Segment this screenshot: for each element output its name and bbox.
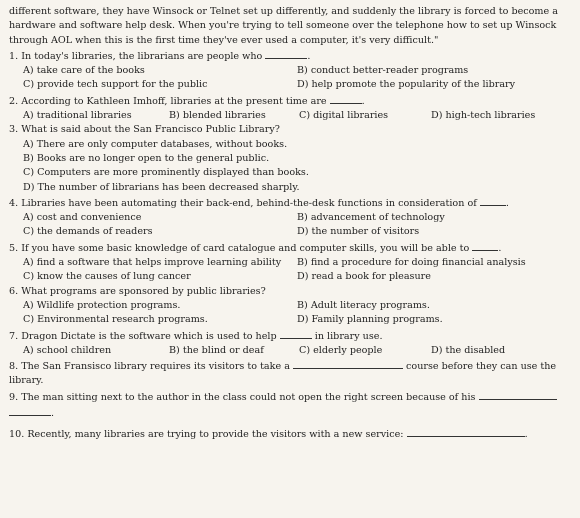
answer-blank[interactable] bbox=[280, 328, 312, 339]
option-c[interactable]: C) elderly people bbox=[299, 344, 383, 356]
option-row bbox=[9, 270, 571, 284]
option-row bbox=[9, 299, 571, 313]
option-b[interactable]: B) conduct better-reader programs bbox=[297, 65, 469, 77]
passage-line: hardware and software help desk. When you're trying to tell someone over the telephone how to set up Winsock bbox=[9, 20, 557, 32]
question-number: 6. bbox=[9, 285, 19, 297]
question-6 bbox=[9, 285, 571, 328]
option-b[interactable]: B) Adult literacy programs. bbox=[297, 299, 430, 311]
option-row bbox=[9, 313, 571, 327]
option-d[interactable]: D) the number of visitors bbox=[297, 226, 420, 238]
question-stem: What programs are sponsored by public libraries? bbox=[21, 285, 266, 297]
option-a[interactable]: A) traditional libraries bbox=[23, 110, 132, 122]
answer-blank[interactable] bbox=[480, 195, 506, 206]
option-b[interactable]: B) Books are no longer open to the general public. bbox=[23, 152, 270, 164]
option-a[interactable]: A) There are only computer databases, without books. bbox=[23, 138, 288, 150]
question-9: 9. The man sitting next to the author in the class could not open the right screen because of his . bbox=[9, 389, 571, 422]
option-row bbox=[9, 225, 571, 239]
option-b[interactable]: B) find a procedure for doing financial analysis bbox=[297, 257, 526, 269]
answer-blank[interactable] bbox=[293, 358, 403, 369]
answer-blank[interactable] bbox=[330, 93, 362, 104]
option-c[interactable]: C) know the causes of lung cancer bbox=[23, 271, 191, 283]
passage-excerpt bbox=[9, 5, 571, 48]
answer-blank[interactable] bbox=[265, 48, 307, 59]
option-row bbox=[9, 64, 571, 78]
option-c[interactable]: C) Environmental research programs. bbox=[23, 314, 208, 326]
question-number: 7. bbox=[9, 330, 19, 342]
option-row bbox=[9, 109, 571, 123]
option-row bbox=[9, 211, 571, 225]
question-8: 8. The San Fransisco library requires its visitors to take a course before they can use the library. bbox=[9, 358, 571, 389]
question-stem: The San Fransisco library requires its visitors to take a bbox=[21, 361, 290, 373]
question-number: 5. bbox=[9, 242, 19, 254]
question-number: 10. bbox=[9, 429, 25, 441]
option-a[interactable]: A) Wildlife protection programs. bbox=[23, 299, 181, 311]
question-1: 1. In today's libraries, the librarians are people who . A) take care of the books B) conduct better-reader programs C) provide tech support for the public D) help promote the popularity of the library bbox=[9, 48, 571, 93]
option-a[interactable]: A) school children bbox=[23, 344, 112, 356]
question-number: 3. bbox=[9, 124, 19, 136]
option-d[interactable]: D) The number of librarians has been decreased sharply. bbox=[23, 181, 300, 193]
answer-blank[interactable] bbox=[472, 240, 498, 251]
option-c[interactable]: C) digital libraries bbox=[299, 110, 389, 122]
passage-line: different software, they have Winsock or Telnet set up differently, and suddenly the library is forced to become a bbox=[9, 6, 558, 17]
passage-line: through AOL when this is the first time they've ever used a computer, it's very difficult." bbox=[9, 34, 439, 46]
option-list bbox=[9, 138, 571, 195]
answer-blank[interactable] bbox=[407, 426, 525, 437]
question-10: 10. Recently, many libraries are trying to provide the visitors with a new service: . bbox=[9, 426, 571, 442]
question-number: 9. bbox=[9, 391, 19, 403]
question-3 bbox=[9, 123, 571, 194]
option-d[interactable]: D) Family planning programs. bbox=[297, 314, 443, 326]
question-number: 1. bbox=[9, 50, 19, 62]
question-2: 2. According to Kathleen Imhoff, libraries at the present time are . A) traditional libraries B) blended libraries C) digital libraries D) high-tech libraries bbox=[9, 93, 571, 124]
option-row bbox=[9, 78, 571, 92]
option-a[interactable]: A) cost and convenience bbox=[23, 212, 142, 224]
option-d[interactable]: D) high-tech libraries bbox=[431, 110, 536, 122]
option-row bbox=[9, 344, 571, 358]
option-b[interactable]: B) the blind or deaf bbox=[169, 344, 264, 356]
option-a[interactable]: A) find a software that helps improve learning ability bbox=[23, 257, 282, 269]
option-b[interactable]: B) blended libraries bbox=[169, 110, 266, 122]
question-5: 5. If you have some basic knowledge of card catalogue and computer skills, you will be able to . A) find a software that helps improve learning ability B) find a procedure for doing financial analysis C) know the causes of lung cancer D) read a book for pleasure bbox=[9, 240, 571, 285]
question-stem: What is said about the San Francisco Public Library? bbox=[21, 124, 280, 136]
question-number: 4. bbox=[9, 197, 19, 209]
option-row bbox=[9, 256, 571, 270]
option-b[interactable]: B) advancement of technology bbox=[297, 212, 445, 224]
question-number: 2. bbox=[9, 95, 19, 107]
question-4: 4. Libraries have been automating their back-end, behind-the-desk functions in consideration of . A) cost and convenience B) advancement of technology C) the demands of readers D) the number of visitors bbox=[9, 195, 571, 240]
question-number: 8. bbox=[9, 361, 19, 373]
question-stem: According to Kathleen Imhoff, libraries at the present time are bbox=[21, 95, 327, 107]
question-continuation: library. bbox=[9, 375, 44, 387]
option-c[interactable]: C) Computers are more prominently displayed than books. bbox=[23, 167, 309, 179]
option-c[interactable]: C) provide tech support for the public bbox=[23, 79, 208, 91]
option-a[interactable]: A) take care of the books bbox=[23, 65, 145, 77]
question-stem: Dragon Dictate is the software which is used to help bbox=[21, 330, 277, 342]
option-d[interactable]: D) read a book for pleasure bbox=[297, 271, 431, 283]
option-c[interactable]: C) the demands of readers bbox=[23, 226, 153, 238]
question-stem: Recently, many libraries are trying to provide the visitors with a new service: bbox=[27, 429, 404, 441]
question-7: 7. Dragon Dictate is the software which is used to help in library use. A) school children B) the blind or deaf C) elderly people D) the disabled bbox=[9, 328, 571, 359]
answer-blank[interactable] bbox=[479, 389, 557, 400]
question-stem: The man sitting next to the author in the class could not open the right screen because of his bbox=[21, 391, 476, 403]
question-stem: In today's libraries, the librarians are people who bbox=[21, 50, 263, 62]
option-d[interactable]: D) help promote the popularity of the library bbox=[297, 79, 516, 91]
question-stem: Libraries have been automating their back-end, behind-the-desk functions in consideration of bbox=[21, 197, 477, 209]
answer-blank-continued[interactable] bbox=[9, 405, 51, 416]
question-stem: If you have some basic knowledge of card catalogue and computer skills, you will be able to bbox=[21, 242, 470, 254]
option-d[interactable]: D) the disabled bbox=[431, 344, 506, 356]
